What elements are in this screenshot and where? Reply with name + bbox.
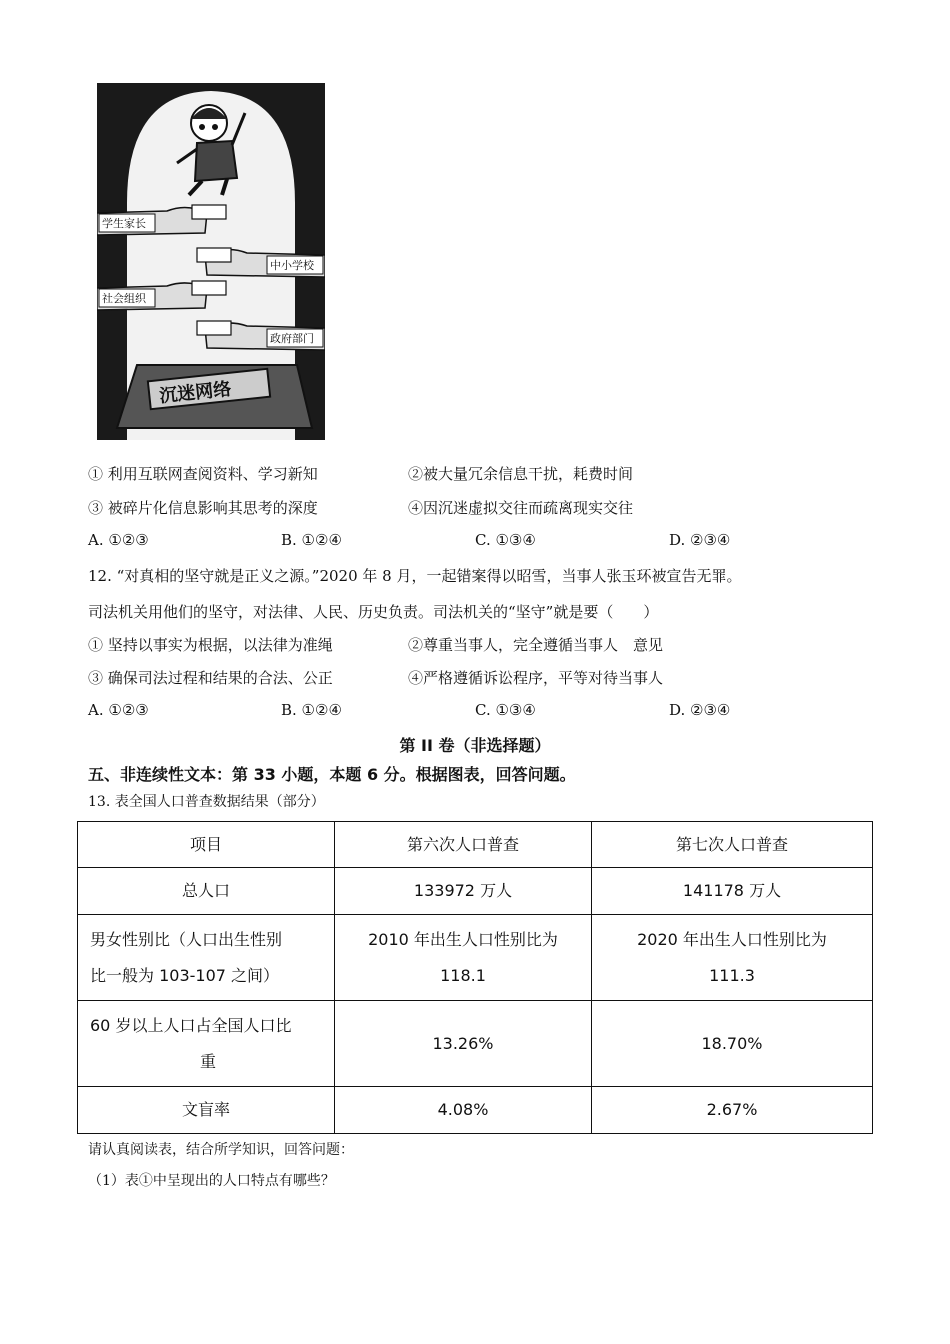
q11-option-4: ④因沉迷虚拟交往而疏离现实交往 [408,499,634,517]
q11-option-3: ③ 被碎片化信息影响其思考的深度 [88,499,318,517]
cartoon-label-parents: 学生家长 [102,217,146,230]
table-cell-seventh: 2.67% [592,1087,873,1134]
table-cell-seventh: 141178 万人 [592,868,873,915]
q12-option-3: ③ 确保司法过程和结果的合法、公正 [88,669,333,687]
table-cell-item: 男女性别比（人口出生性别 比一般为 103-107 之间） [78,915,335,1001]
q11-choice-c: C. ①③④ [475,531,536,549]
table-cell-sixth: 133972 万人 [335,868,592,915]
cartoon-base-text: 沉迷网络 [158,378,233,408]
part-title: 五、非连续性文本：第 33 小题，本题 6 分。根据图表，回答问题。 [88,765,576,784]
cartoon-label-government: 政府部门 [270,332,314,345]
cartoon-label-schools: 中小学校 [270,259,314,272]
census-table [77,821,873,1134]
table-cell-seventh: 2020 年出生人口性别比为 111.3 [592,915,873,1001]
q12-stem-line2: 司法机关用他们的坚守，对法律、人民、历史负责。司法机关的“坚守”就是要（ ） [88,603,659,621]
cartoon-illustration [97,83,325,440]
q12-option-2: ②尊重当事人，完全遵循当事人 意见 [408,636,664,654]
q12-option-4: ④严格遵循诉讼程序，平等对待当事人 [408,669,664,687]
table-header-row [78,822,873,868]
q11-choice-b: B. ①②④ [281,531,342,549]
q12-stem-line1: 12. “对真相的坚守就是正义之源。”2020 年 8 月，一起错案得以昭雪，当事人张玉环被宣告无罪。 [88,567,742,585]
table-header-seventh: 第七次人口普查 [592,822,873,868]
q13-instruction: 请认真阅读表，结合所学知识，回答问题： [88,1142,354,1158]
q12-option-1: ① 坚持以事实为根据，以法律为准绳 [88,636,333,654]
table-cell-item: 文盲率 [78,1087,335,1134]
q11-choice-d: D. ②③④ [669,531,731,549]
table-row [78,1087,873,1134]
q12-choice-b: B. ①②④ [281,701,342,719]
table-row [78,868,873,915]
q12-choice-d: D. ②③④ [669,701,731,719]
q12-choice-c: C. ①③④ [475,701,536,719]
q12-choice-a: A. ①②③ [88,701,149,719]
table-header-item: 项目 [78,822,335,868]
table-cell-item: 60 岁以上人口占全国人口比 重 [78,1001,335,1087]
cartoon-label-society: 社会组织 [102,292,146,305]
table-cell-item: 总人口 [78,868,335,915]
q11-option-1: ① 利用互联网查阅资料、学习新知 [88,465,318,483]
q13-caption: 13. 表全国人口普查数据结果（部分） [88,794,325,810]
q11-option-2: ②被大量冗余信息干扰，耗费时间 [408,465,634,483]
table-header-sixth: 第六次人口普查 [335,822,592,868]
volume-title: 第 II 卷（非选择题） [399,736,551,755]
table-cell-sixth: 4.08% [335,1087,592,1134]
table-row [78,915,873,1001]
table-row [78,1001,873,1087]
q13-subquestion-1: （1）表①中呈现出的人口特点有哪些？ [88,1173,335,1189]
table-cell-seventh: 18.70% [592,1001,873,1087]
table-cell-sixth: 2010 年出生人口性别比为 118.1 [335,915,592,1001]
table-cell-sixth: 13.26% [335,1001,592,1087]
q11-choice-a: A. ①②③ [88,531,149,549]
